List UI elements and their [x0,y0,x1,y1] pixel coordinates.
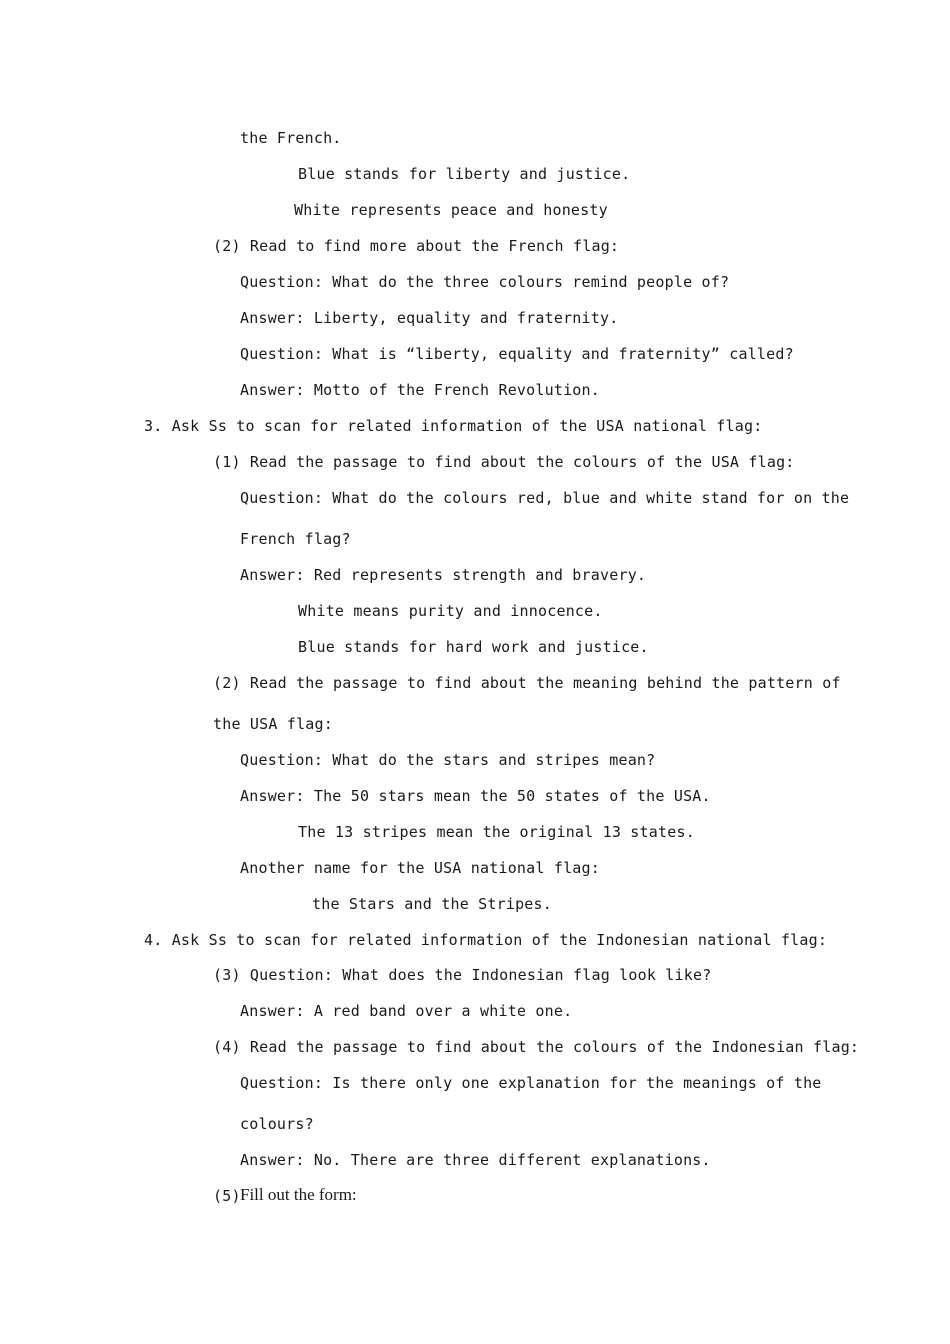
question-line-continuation: French flag? [240,530,351,548]
answer-line: Answer: No. There are three different explanations. [240,1151,711,1169]
list-item: (3) Question: What does the Indonesian flag look like? [213,966,712,984]
question-line: Question: What do the colours red, blue and white stand for on the [240,489,850,507]
answer-line: Answer: Liberty, equality and fraternity. [240,309,619,327]
question-line-continuation: colours? [240,1115,314,1133]
list-item-number: (5) [213,1187,250,1205]
question-line: Question: Is there only one explanation for the meanings of the [240,1074,822,1092]
section-heading: 4. Ask Ss to scan for related information of the Indonesian national flag: [144,931,828,949]
answer-line-continuation: The 13 stripes mean the original 13 states. [298,823,695,841]
answer-line: Answer: Red represents strength and bravery. [240,566,647,584]
answer-line-continuation: White means purity and innocence. [298,602,603,620]
list-item: (2) Read to find more about the French flag: [213,237,620,255]
answer-line-continuation: Blue stands for hard work and justice. [298,638,649,656]
question-line: Question: What do the stars and stripes mean? [240,751,656,769]
section-heading: 3. Ask Ss to scan for related information of the USA national flag: [144,417,763,435]
question-line: Question: What do the three colours remind people of? [240,273,730,291]
text-line: the French. [240,129,342,147]
text-line: White represents peace and honesty [294,201,608,219]
list-item-text: Fill out the form: [240,1185,357,1204]
list-item: (4) Read the passage to find about the colours of the Indonesian flag: [213,1038,860,1056]
answer-line: Answer: A red band over a white one. [240,1002,573,1020]
text-line: the Stars and the Stripes. [312,895,552,913]
answer-line: Answer: The 50 stars mean the 50 states of the USA. [240,787,711,805]
text-line: Another name for the USA national flag: [240,859,600,877]
question-line: Question: What is “liberty, equality and fraternity” called? [240,345,794,363]
answer-line: Answer: Motto of the French Revolution. [240,381,600,399]
list-item: (2) Read the passage to find about the meaning behind the pattern of [213,674,841,692]
list-item-continuation: the USA flag: [213,715,333,733]
text-line: Blue stands for liberty and justice. [298,165,631,183]
list-item: (1) Read the passage to find about the colours of the USA flag: [213,453,795,471]
